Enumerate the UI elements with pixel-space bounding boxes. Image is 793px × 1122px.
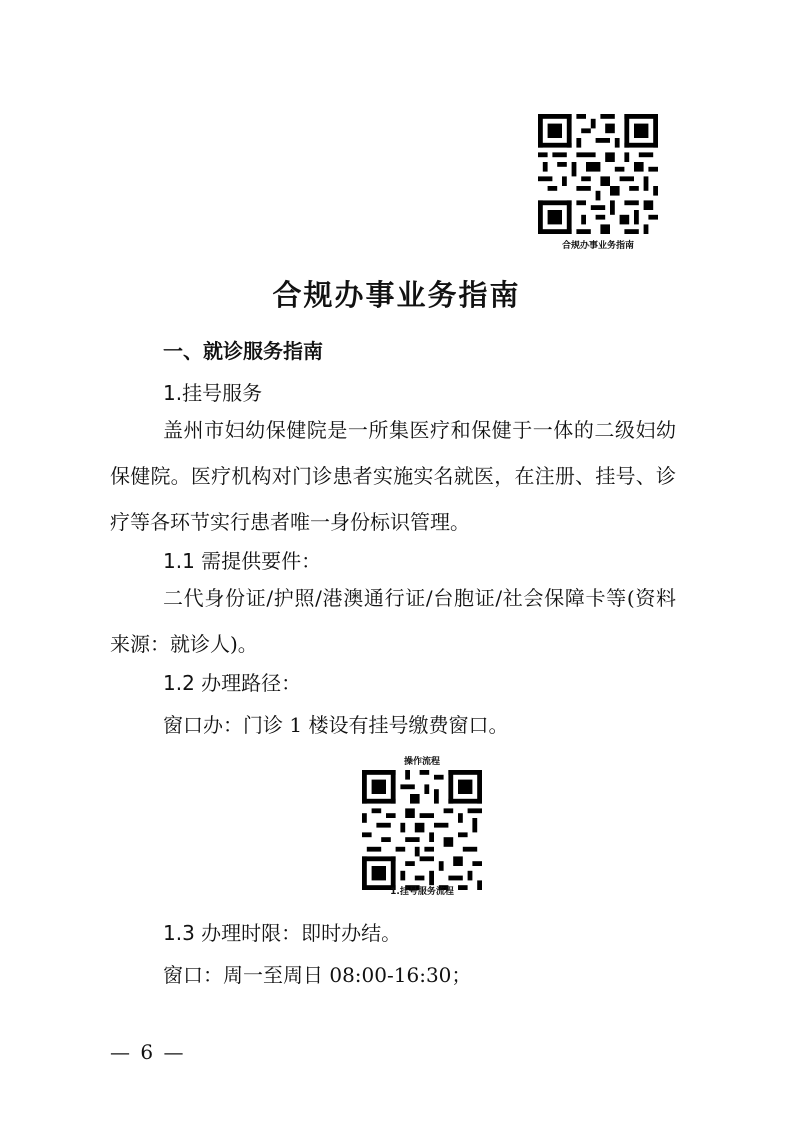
window-location-text: 窗口办：门诊 1 楼设有挂号缴费窗口。 bbox=[163, 713, 509, 737]
item-1-paragraph: 盖州市妇幼保健院是一所集医疗和保健于一体的二级妇幼保健院。医疗机构对门诊患者实施实名就医，在注册、挂号、诊疗等各环节实行患者唯一身份标识管理。 bbox=[110, 418, 676, 534]
section-heading: 一、就诊服务指南 bbox=[163, 339, 323, 363]
header-qr-code bbox=[534, 110, 662, 238]
window-hours-text: 窗口：周一至周日 08:00-16:30； bbox=[163, 963, 472, 987]
process-qr-code bbox=[358, 766, 486, 894]
page-number: — 6 — bbox=[110, 1040, 186, 1064]
header-qr-caption: 合规办事业务指南 bbox=[561, 241, 634, 251]
item-1-3-heading: 1.3 办理时限：即时办结。 bbox=[163, 921, 402, 945]
process-qr-top-caption: 操作流程 bbox=[403, 757, 440, 767]
item-1-heading: 1.挂号服务 bbox=[163, 381, 263, 405]
process-qr-bottom-caption: 1.挂号服务流程 bbox=[390, 887, 454, 897]
item-1-1-heading: 1.1 需提供要件： bbox=[163, 549, 322, 573]
qr-code-graphic bbox=[538, 114, 658, 234]
qr-code-graphic bbox=[362, 770, 482, 890]
page-title: 合规办事业务指南 bbox=[272, 278, 521, 312]
item-1-1-paragraph: 二代身份证/护照/港澳通行证/台胞证/社会保障卡等(资料来源：就诊人)。 bbox=[110, 586, 676, 656]
item-1-2-heading: 1.2 办理路径： bbox=[163, 671, 302, 695]
